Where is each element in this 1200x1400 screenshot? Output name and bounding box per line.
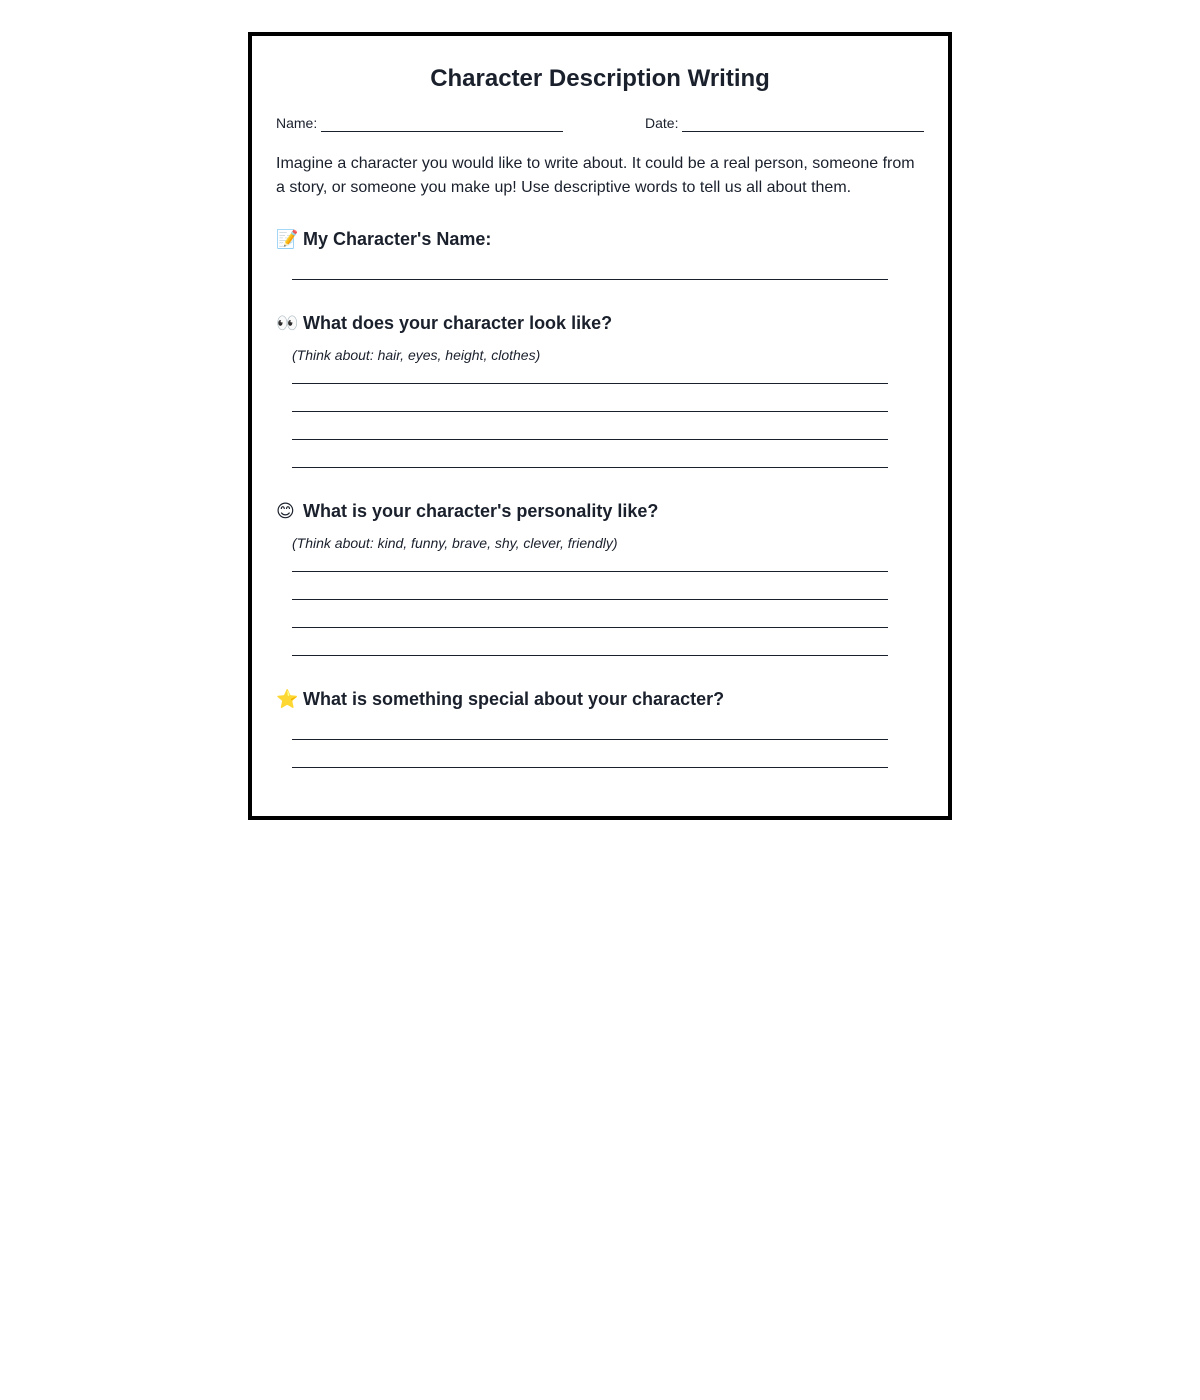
section-appearance: [276, 310, 924, 468]
writing-line[interactable]: [292, 739, 888, 740]
section-heading: [276, 310, 924, 336]
name-field[interactable]: [276, 108, 563, 132]
intro-paragraph: Imagine a character you would like to write about. It could be a real person, someone from a story, or someone you make up! Use descriptive words to tell us all about them.: [276, 155, 915, 196]
eyes-icon: 👀: [276, 312, 299, 333]
date-blank-line[interactable]: [682, 115, 924, 132]
worksheet-title: Character Description Writing: [430, 65, 770, 92]
section-hint: (Think about: hair, eyes, height, clothes): [292, 347, 541, 363]
writing-line[interactable]: [292, 599, 888, 600]
section-heading-text: What is your character's personality like?: [303, 500, 659, 521]
date-label: Date:: [645, 115, 679, 131]
section-heading-text: What does your character look like?: [303, 312, 613, 333]
smiling-face-icon: 😊: [276, 500, 295, 521]
name-date-row: [276, 108, 924, 132]
writing-line[interactable]: [292, 411, 888, 412]
memo-icon: 📝: [276, 228, 299, 249]
section-heading: [276, 686, 924, 712]
writing-line[interactable]: [292, 467, 888, 468]
section-personality: [276, 498, 924, 656]
star-icon: ⭐: [276, 688, 299, 709]
date-field[interactable]: [645, 108, 924, 132]
writing-line[interactable]: [292, 627, 888, 628]
writing-line[interactable]: [292, 383, 888, 384]
writing-line[interactable]: [292, 279, 888, 280]
name-blank-line[interactable]: [321, 115, 563, 132]
writing-line[interactable]: [292, 571, 888, 572]
section-character-name: [276, 226, 924, 280]
section-heading-text: What is something special about your character?: [303, 688, 725, 709]
worksheet: [248, 32, 952, 820]
writing-line[interactable]: [292, 767, 888, 768]
writing-line[interactable]: [292, 439, 888, 440]
section-something-special: [276, 686, 924, 768]
section-heading-text: My Character's Name:: [303, 228, 492, 249]
section-heading: [276, 226, 924, 252]
writing-line[interactable]: [292, 655, 888, 656]
name-label: Name:: [276, 115, 318, 131]
section-hint: (Think about: kind, funny, brave, shy, clever, friendly): [292, 535, 618, 551]
section-heading: [276, 498, 924, 524]
